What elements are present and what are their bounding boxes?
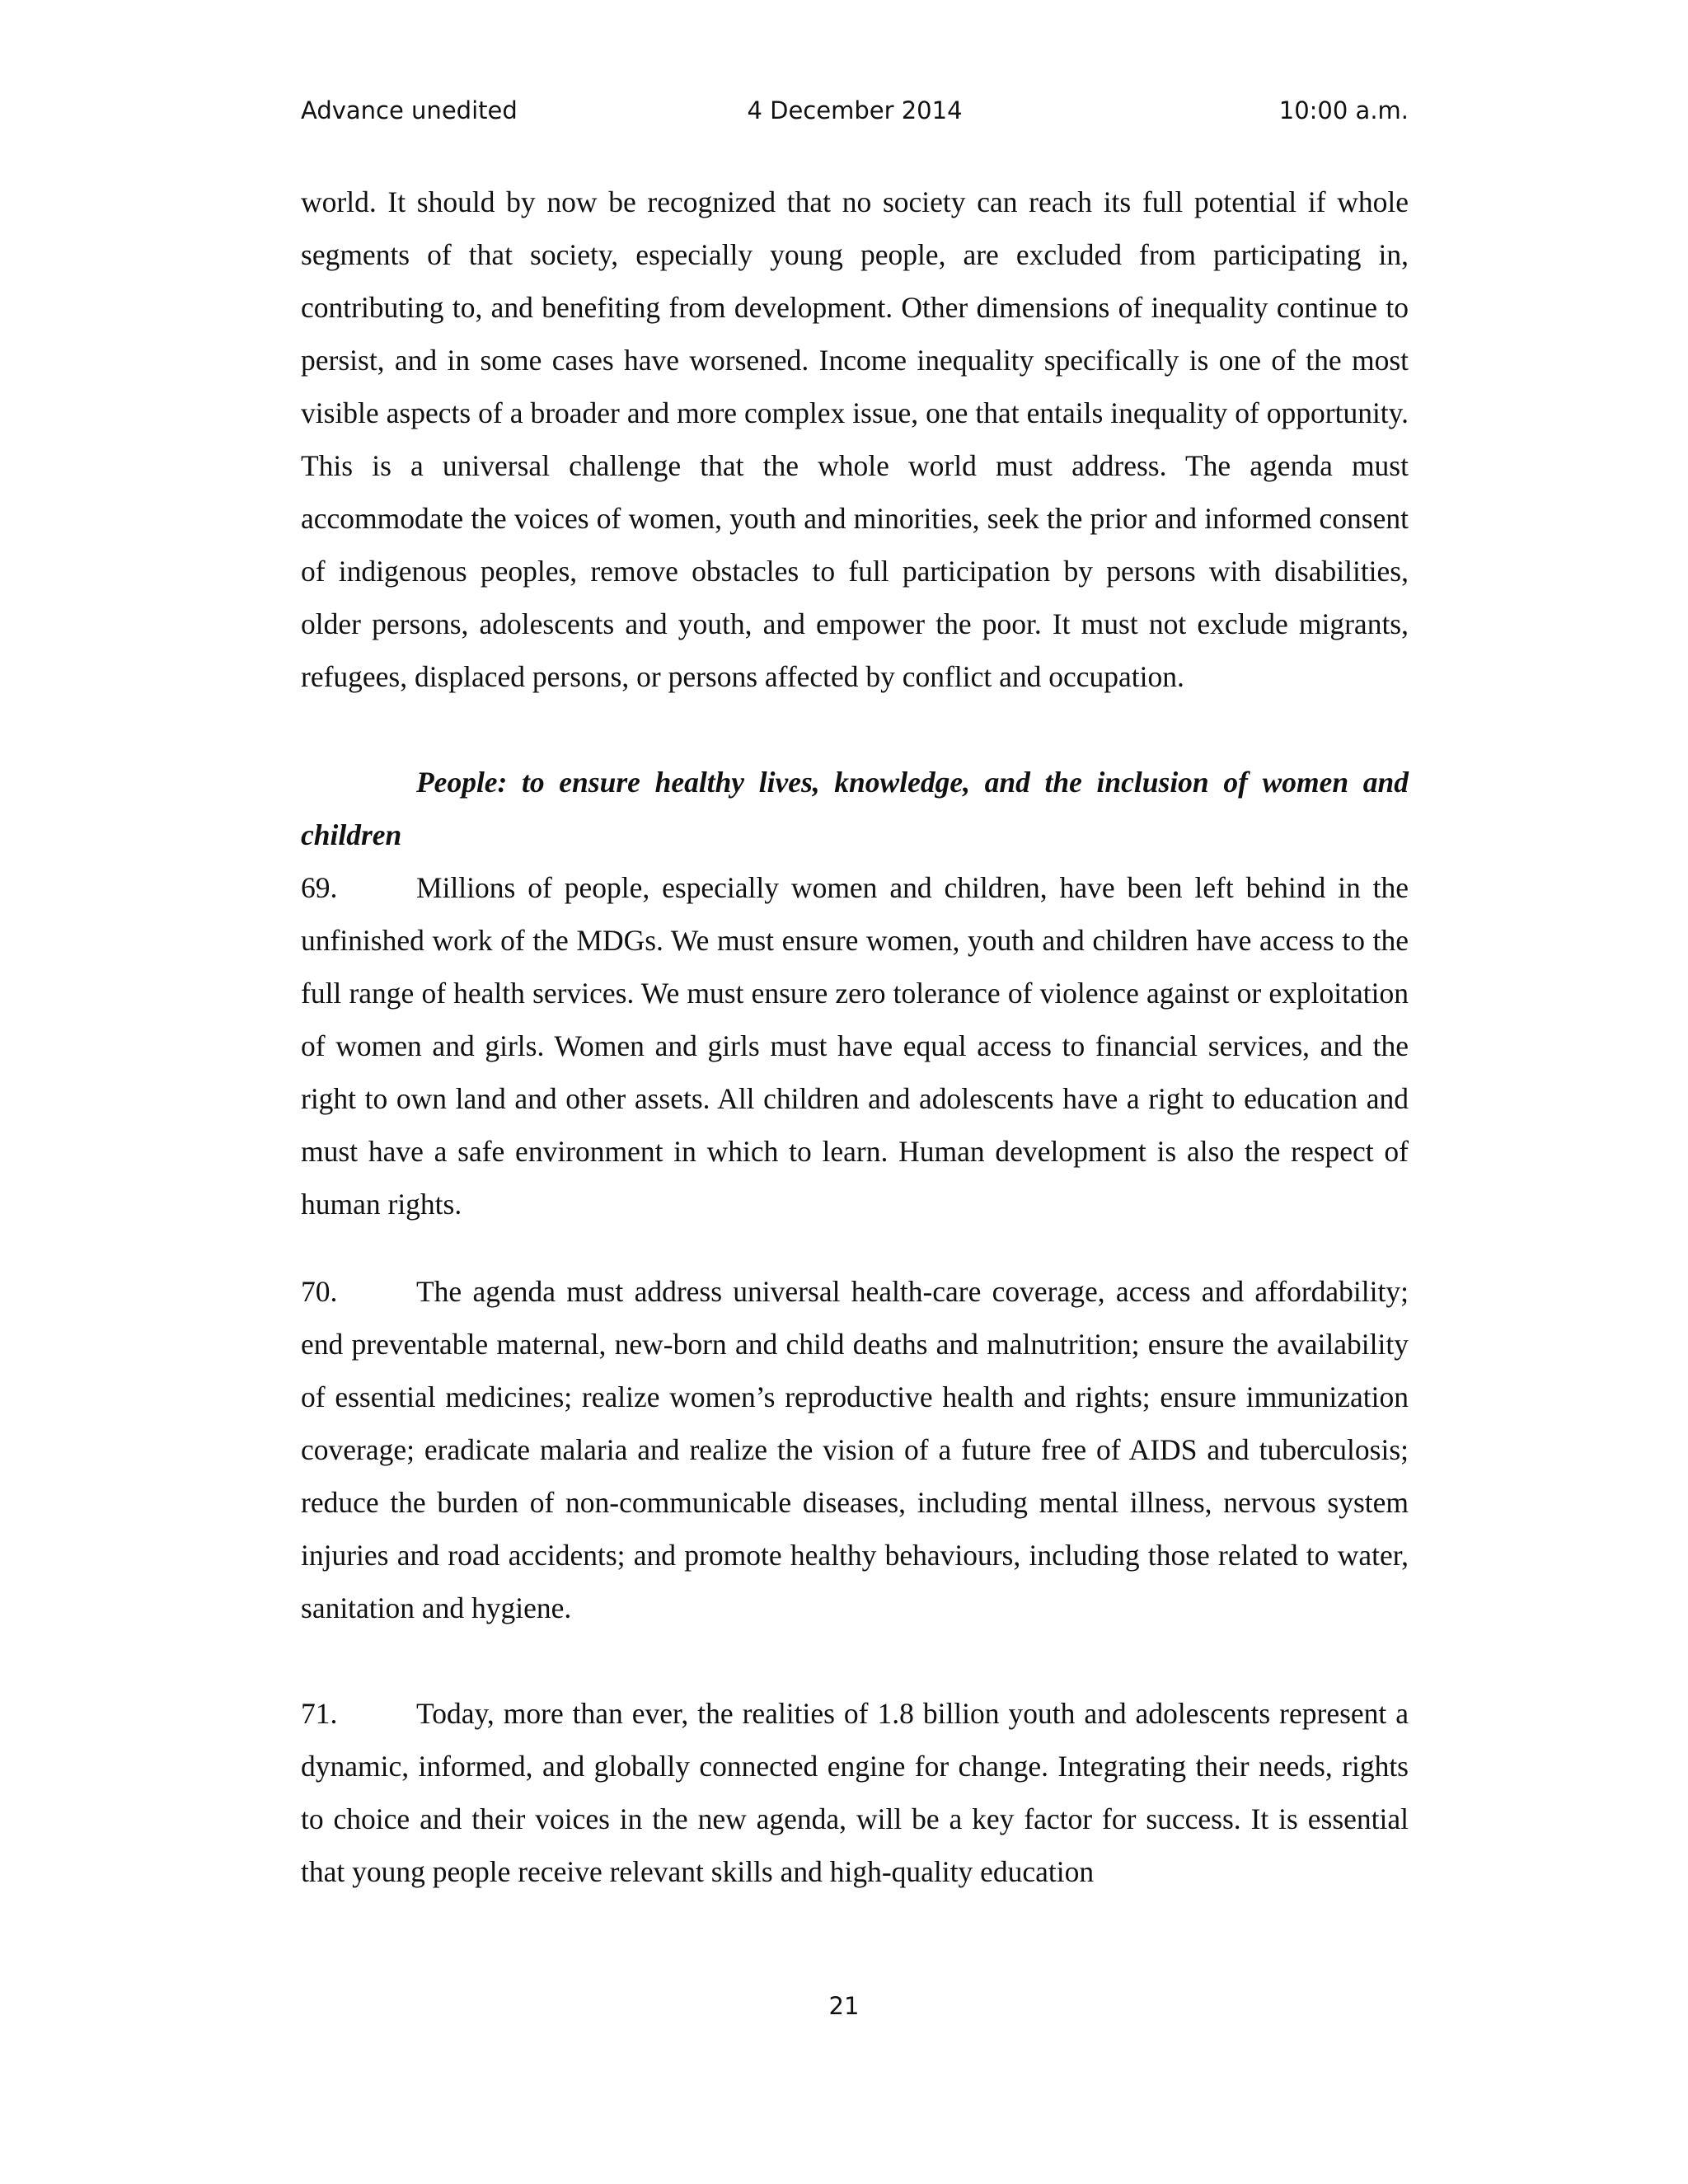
paragraph-71	[301, 1687, 1409, 1898]
spacer	[301, 1634, 1409, 1687]
page-header	[301, 92, 1409, 129]
document-body	[301, 176, 1409, 1898]
paragraph-number: 70.	[301, 1275, 338, 1308]
spacer	[301, 703, 1409, 756]
paragraph-text: The agenda must address universal health-care coverage, access and affordability; end preventable maternal, new-born and child deaths and malnutrition; ensure the availability of essential medicines; realize women’s reproductive health and rights; ensure immunization coverage; eradicate malaria and realize the vision of a future free of AIDS and tuberculosis; reduce the burden of non-communicable diseases, including mental illness, nervous system injuries and road accidents; and promote healthy behaviours, including those related to water, sanitation and hygiene.	[301, 1275, 1409, 1624]
page-number: 21	[828, 1992, 860, 2020]
header-date: 4 December 2014	[747, 96, 963, 124]
section-heading: People: to ensure healthy lives, knowledge, and the inclusion of women and children	[301, 766, 1409, 851]
header-time: 10:00 a.m.	[1278, 96, 1409, 124]
intro-paragraph: world. It should by now be recognized that no society can reach its full potential if whole segments of that society, especially young people, are excluded from participating in, contributing to, and benefiting from development. Other dimensions of inequality continue to persist, and in some cases have worsened. Income inequality specifically is one of the most visible aspects of a broader and more complex issue, one that entails inequality of opportunity. This is a universal challenge that the whole world must address. The agenda must accommodate the voices of women, youth and minorities, seek the prior and informed consent of indigenous peoples, remove obstacles to full participation by persons with disabilities, older persons, adolescents and youth, and empower the poor. It must not exclude migrants, refugees, displaced persons, or persons affected by conflict and occupation.	[301, 185, 1409, 693]
paragraph-text: Millions of people, especially women and children, have been left behind in the unfinished work of the MDGs. We must ensure women, youth and children have access to the full range of health services. We must ensure zero tolerance of violence against or exploitation of women and girls. Women and girls must have equal access to financial services, and the right to own land and other assets. All children and adolescents have a right to education and must have a safe environment in which to learn. Human development is also the respect of human rights.	[301, 871, 1409, 1221]
paragraph-69	[301, 861, 1409, 1230]
spacer	[301, 1230, 1409, 1265]
paragraph-number: 71.	[301, 1697, 338, 1730]
paragraph-70	[301, 1265, 1409, 1634]
paragraph-number: 69.	[301, 871, 338, 904]
header-status: Advance unedited	[301, 96, 518, 124]
paragraph-text: Today, more than ever, the realities of 1.8 billion youth and adolescents represent a dynamic, informed, and globally connected engine for change. Integrating their needs, rights to choice and their voices in the new agenda, will be a key factor for success. It is essential that young people receive relevant skills and high-quality education	[301, 1697, 1409, 1888]
